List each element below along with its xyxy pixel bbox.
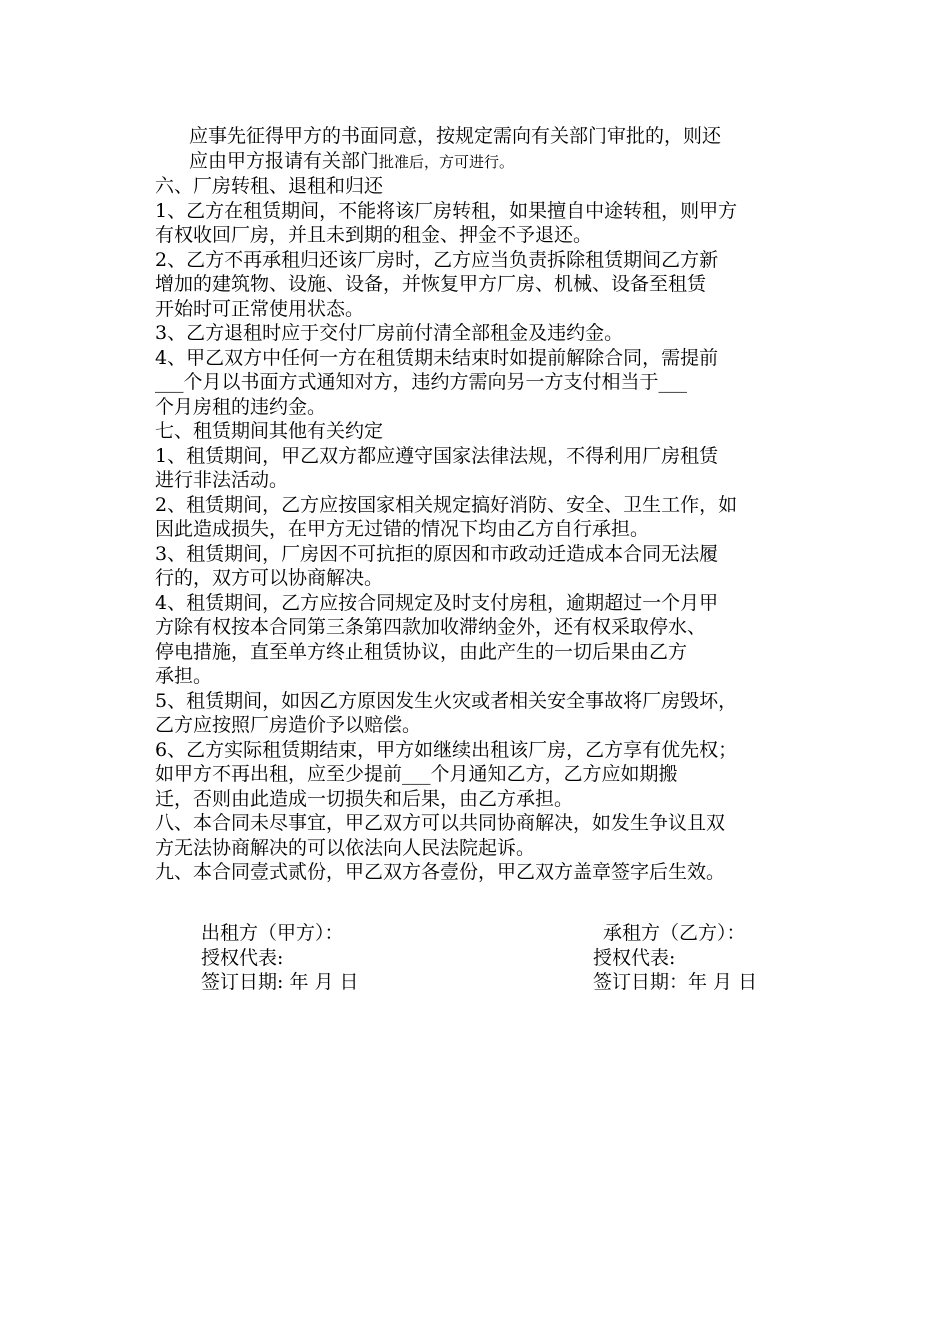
list-item-line: 停电措施，直至单方终止租赁协议，由此产生的一切后果由乙方 — [155, 640, 688, 663]
section-6-item-1 — [155, 199, 815, 248]
intro-line-2b: 批准后，方可进行。 — [379, 152, 515, 171]
section-6-item-3 — [155, 321, 815, 346]
intro-line-2 — [155, 149, 815, 175]
intro-line-1: 应事先征得甲方的书面同意，按规定需向有关部门审批的，则还 — [189, 125, 722, 147]
list-item-line: 1、乙方在租赁期间，不能将该厂房转租，如果擅自中途转租，则甲方 — [155, 199, 738, 222]
list-item-line: 开始时可正常使用状态。 — [155, 297, 365, 320]
list-item-line: 5、租赁期间，如因乙方原因发生火灾或者相关安全事故将厂房毁坏， — [155, 689, 738, 712]
section-7-item-3 — [155, 542, 815, 591]
lessor-party-label: 出租方（甲方）： — [201, 922, 344, 944]
lessor-date-label: 签订日期: 年 月 日 — [201, 971, 359, 993]
list-item-line: 4、甲乙双方中任何一方在租赁期未结束时如提前解除合同，需提前 — [155, 346, 719, 369]
section-8-line: 方无法协商解决的可以依法向人民法院起诉。 — [155, 836, 536, 859]
section-6-heading: 六、厂房转租、退租和归还 — [155, 175, 384, 197]
list-item-line: 乙方应按照厂房造价予以赔偿。 — [155, 714, 422, 736]
section-8 — [155, 811, 815, 860]
lessee-signature-block — [593, 921, 757, 995]
list-item-line: 如甲方不再出租，应至少提前___个月通知乙方，乙方应如期搬 — [155, 763, 678, 785]
section-7-item-1 — [155, 444, 815, 493]
contract-body — [155, 124, 815, 885]
list-item-line: 承担。 — [155, 665, 213, 687]
section-8-line: 八、本合同未尽事宜，甲乙双方可以共同协商解决，如发生争议且双 — [155, 812, 726, 834]
section-7-item-5 — [155, 689, 815, 738]
list-item-line: 迁，否则由此造成一切损失和后果，由乙方承担。 — [155, 787, 574, 810]
list-item-line: 有权收回厂房，并且未到期的租金、押金不予退还。 — [155, 224, 593, 246]
list-item-line: 方除有权按本合同第三条第四款加收滞纳金外，还有权采取停水、 — [155, 616, 707, 638]
lessee-date-label: 签订日期：年 月 日 — [593, 971, 758, 993]
list-item-line: ___个月以书面方式通知对方，违约方需向另一方支付相当于___ — [155, 371, 688, 393]
lessee-rep-label: 授权代表: — [593, 946, 676, 969]
list-item-line: 3、租赁期间，厂房因不可抗拒的原因和市政动迁造成本合同无法履 — [155, 542, 719, 565]
intro-line-2a: 应由甲方报请有关部门 — [189, 149, 380, 172]
list-item-line: 行的，双方可以协商解决。 — [155, 567, 384, 589]
section-7-item-2 — [155, 493, 815, 542]
lessee-party-label: 承租方（乙方）： — [603, 922, 746, 944]
list-item-line: 1、租赁期间，甲乙双方都应遵守国家法律法规，不得利用厂房租赁 — [155, 444, 719, 467]
list-item-line: 3、乙方退租时应于交付厂房前付清全部租金及违约金。 — [155, 322, 624, 344]
lessor-rep-label: 授权代表: — [201, 946, 284, 969]
section-7-item-6 — [155, 738, 815, 812]
list-item-line: 2、乙方不再承租归还该厂房时，乙方应当负责拆除租赁期间乙方新 — [155, 248, 719, 271]
list-item-line: 因此造成损失，在甲方无过错的情况下均由乙方自行承担。 — [155, 518, 650, 540]
list-item-line: 2、租赁期间，乙方应按国家相关规定搞好消防、安全、卫生工作，如 — [155, 493, 738, 516]
section-9: 九、本合同壹式贰份，甲乙双方各壹份，甲乙双方盖章签字后生效。 — [155, 861, 726, 883]
list-item-line: 增加的建筑物、设施、设备，并恢复甲方厂房、机械、设备至租赁 — [155, 273, 707, 295]
list-item-line: 6、乙方实际租赁期结束，甲方如继续出租该厂房，乙方享有优先权； — [155, 738, 738, 761]
section-6-item-2 — [155, 248, 815, 322]
list-item-line: 进行非法活动。 — [155, 469, 289, 491]
list-item-line: 4、租赁期间，乙方应按合同规定及时支付房租，逾期超过一个月甲 — [155, 591, 719, 614]
section-6-item-4 — [155, 346, 815, 420]
section-7-heading: 七、租赁期间其他有关约定 — [155, 420, 384, 442]
section-7-item-4 — [155, 591, 815, 689]
list-item-line: 个月房租的违约金。 — [155, 395, 327, 418]
lessor-signature-block — [201, 921, 359, 995]
